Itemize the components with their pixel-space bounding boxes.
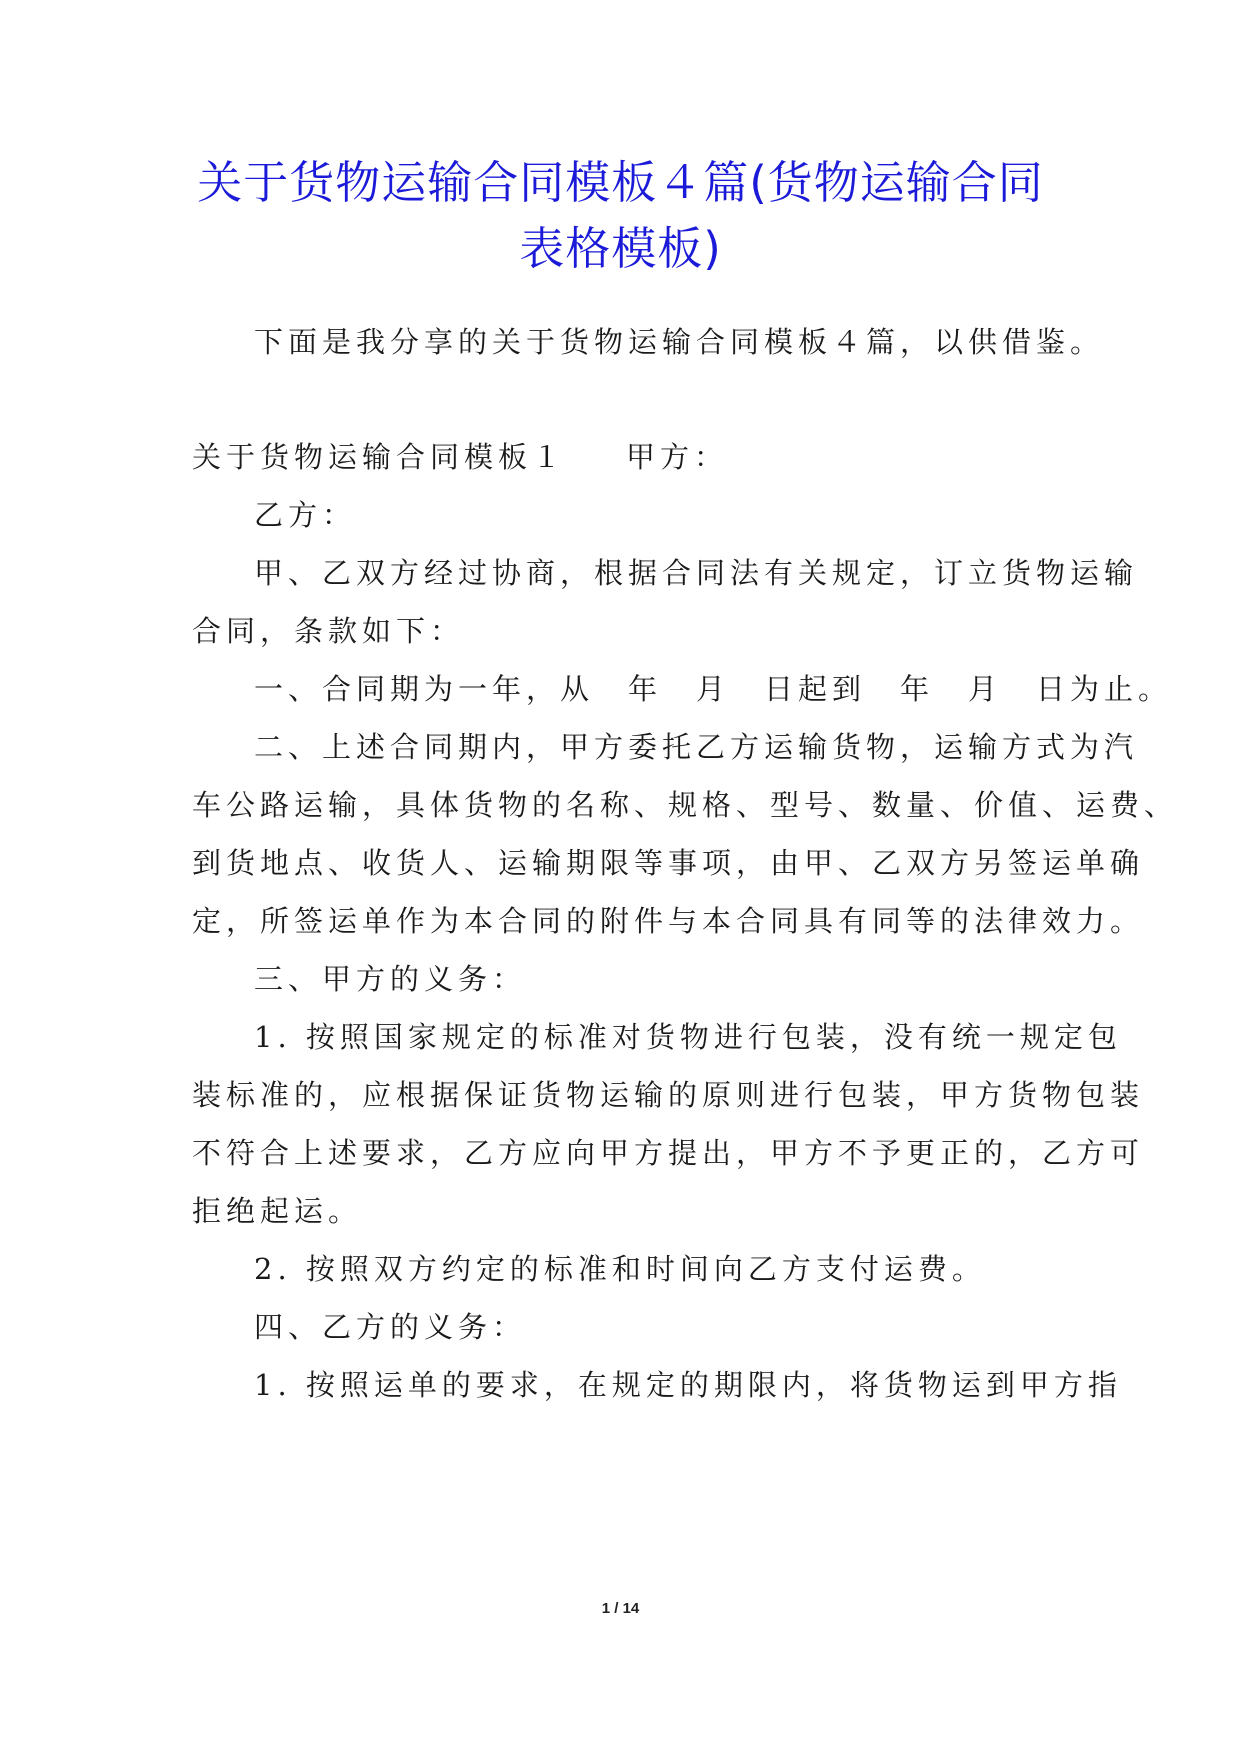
section-heading: 关于货物运输合同模板１ <box>192 440 567 474</box>
party-b-label: 乙方： <box>254 498 357 532</box>
body-line: 二、上述合同期内，甲方委托乙方运输货物，运输方式为汽 <box>254 730 1139 764</box>
body-line: 到货地点、收货人、运输期限等事项，由甲、乙双方另签运单确 <box>192 846 1145 880</box>
party-a-label: 甲方： <box>626 440 729 474</box>
body-line: 1. 按照国家规定的标准对货物进行包装，没有统一规定包 <box>254 1020 1122 1054</box>
document-title <box>150 150 1091 282</box>
body-line: 拒绝起运。 <box>192 1194 363 1228</box>
body-line: 装标准的，应根据保证货物运输的原则进行包装，甲方货物包装 <box>192 1078 1145 1112</box>
body-line: 2. 按照双方约定的标准和时间向乙方支付运费。 <box>254 1252 986 1286</box>
body-line: 车公路运输，具体货物的名称、规格、型号、数量、价值、运费、 <box>192 788 1179 822</box>
body-line: 四、乙方的义务： <box>254 1310 527 1344</box>
title-line-1: 关于货物运输合同模板４篇(货物运输合同 <box>197 156 1044 209</box>
intro-paragraph: 下面是我分享的关于货物运输合同模板４篇，以供借鉴。 <box>254 325 1105 359</box>
body-line: 合同，条款如下： <box>192 614 465 648</box>
page-indicator: 1 / 14 <box>601 1600 640 1617</box>
body-line: 不符合上述要求，乙方应向甲方提出，甲方不予更正的，乙方可 <box>192 1136 1145 1170</box>
body-line: 1. 按照运单的要求，在规定的期限内，将货物运到甲方指 <box>254 1368 1122 1402</box>
body-line: 甲、乙双方经过协商，根据合同法有关规定，订立货物运输 <box>254 556 1139 590</box>
body-line: 三、甲方的义务： <box>254 962 527 996</box>
section-heading-row <box>192 437 728 477</box>
body-line: 定，所签运单作为本合同的附件与本合同具有同等的法律效力。 <box>192 904 1145 938</box>
title-line-2: 表格模板) <box>519 222 722 275</box>
body-line: 一、合同期为一年，从 年 月 日起到 年 月 日为止。 <box>254 672 1173 706</box>
